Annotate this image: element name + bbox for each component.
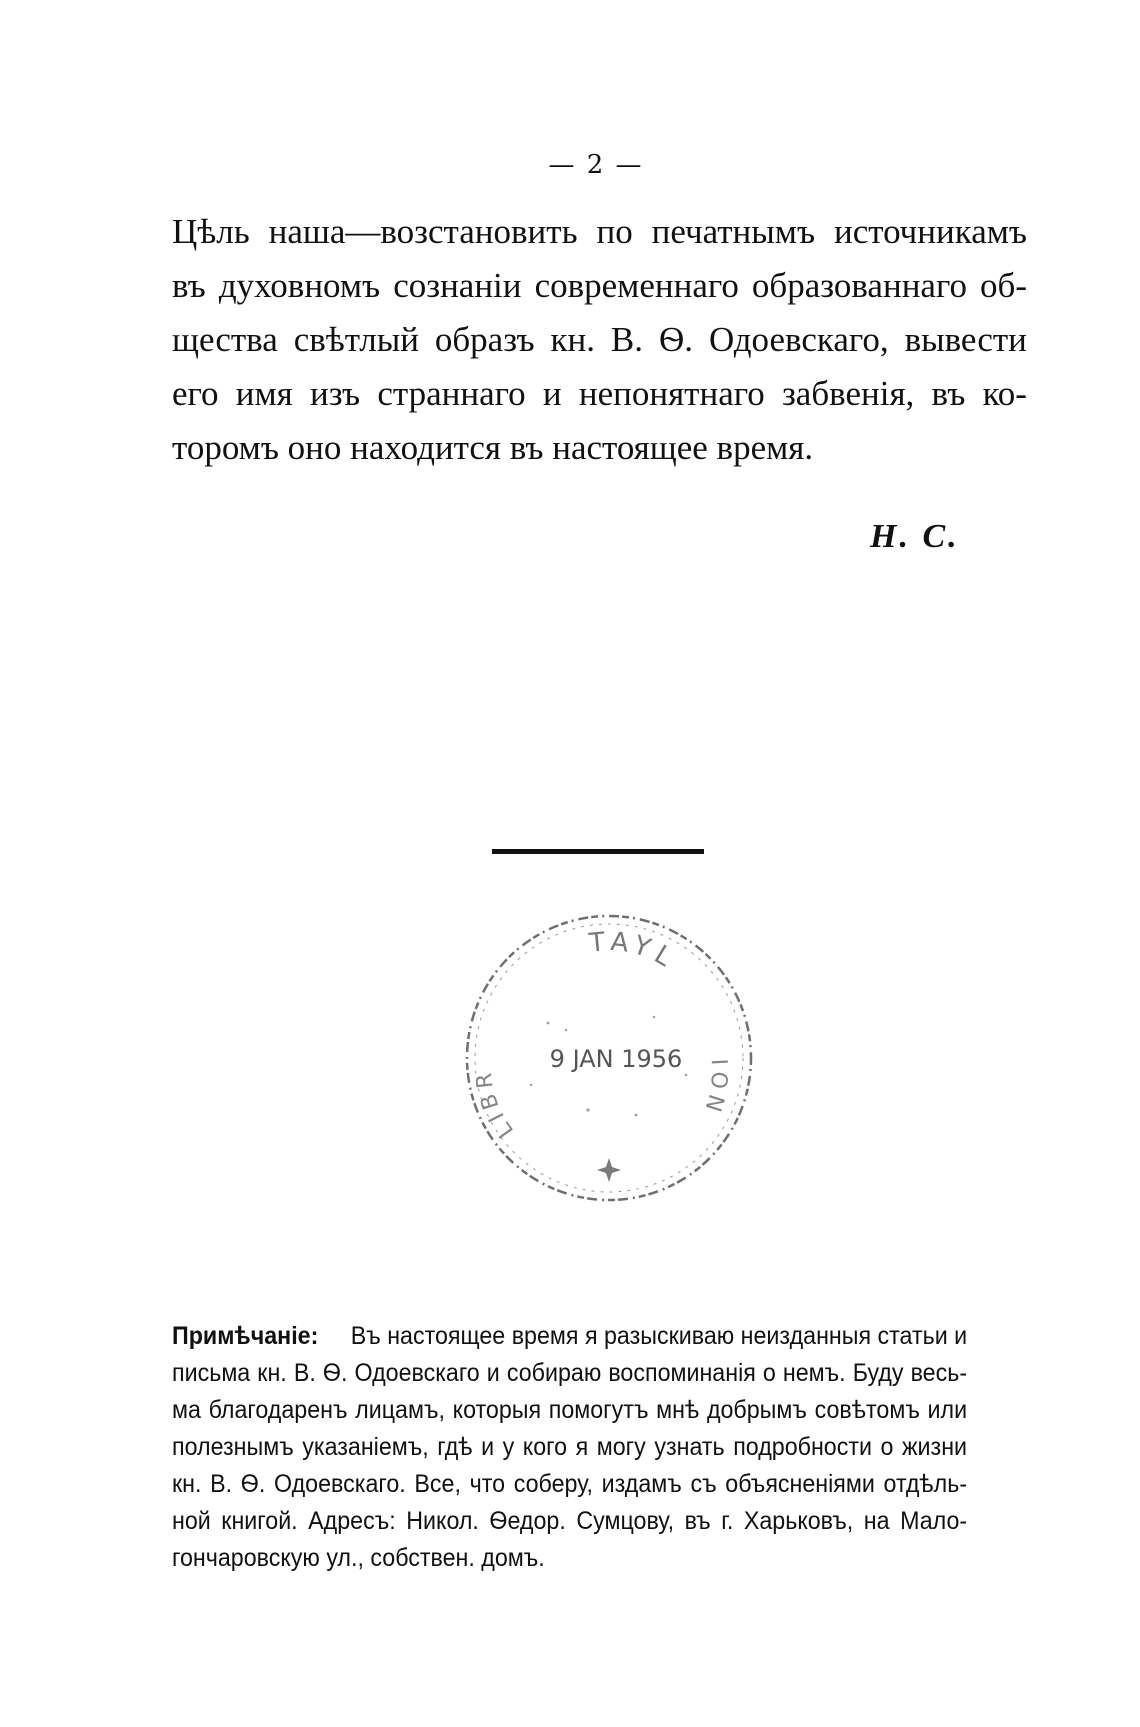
word: его [172,374,219,413]
word: полезнымъ [172,1433,294,1461]
word: мнѣ [656,1396,700,1424]
word: вывести [904,320,1027,359]
footnote-line [172,1466,967,1503]
word: духовномъ [218,266,381,305]
footnote-line [172,1318,967,1355]
word: Буду [852,1359,904,1387]
main-line [172,313,1027,367]
word: кн. [550,320,595,359]
word: жизни [902,1433,968,1461]
word: издамъ [601,1470,682,1498]
word: весь- [910,1359,968,1387]
word: Ѳ. [322,1359,348,1387]
word: Ѳ. [240,1470,266,1498]
signature: Н. С. [870,518,960,555]
word: источникамъ [833,212,1027,251]
word: письма [172,1359,251,1387]
word: Никол. [406,1507,479,1535]
word: и [486,1359,500,1387]
word: съ [690,1470,717,1498]
word: печатнымъ [651,212,816,251]
word: об- [980,266,1027,305]
word: Одоевскаго. [274,1470,406,1498]
word: сознаніи [393,266,522,305]
word: что [469,1470,506,1498]
word: я [575,1433,589,1461]
section-divider [492,849,704,854]
word: благодаренъ [208,1396,348,1424]
footnote-label: Примѣчаніе: [172,1322,319,1350]
word: кн. [172,1470,202,1498]
word: подробности [733,1433,872,1461]
word: которыя [452,1396,542,1424]
word: кого [522,1433,568,1461]
word: г. [721,1507,734,1535]
library-stamp [456,905,762,1211]
word: помогутъ [548,1396,649,1424]
word: В. [610,320,644,359]
word: Все, [414,1470,461,1498]
word: по [596,212,633,251]
word: могу [596,1433,646,1461]
word: забвенія, [781,374,915,413]
footnote [172,1318,967,1577]
word: свѣтлый [293,320,419,359]
footnote-line [172,1503,967,1540]
word: лицамъ, [355,1396,445,1424]
word: совѣтомъ [814,1396,920,1424]
main-line [172,367,1027,421]
word: непонятнаго [578,374,765,413]
stamp-right-text: ION [698,1058,732,1120]
stamp-date: 9 JAN 1956 [549,1045,683,1073]
word: или [927,1396,968,1424]
word: узнать [654,1433,725,1461]
word: страннаго [377,374,526,413]
word: Харьковъ, [743,1507,854,1535]
footnote-line: гончаровскую ул., собствен. домъ. [172,1544,545,1572]
word: объясненіями [725,1470,875,1498]
word: на [863,1507,890,1535]
word: образованнаго [751,266,967,305]
footnote-line [172,1355,967,1392]
word: о [880,1433,894,1461]
word: гдѣ [437,1433,473,1461]
footnote-line [172,1392,967,1429]
word: ма [172,1396,201,1424]
word: книгой. [221,1507,298,1535]
star-icon [597,1158,621,1182]
word: имя [235,374,293,413]
footnote-line [172,1429,967,1466]
word: въ [684,1507,711,1535]
word: В. [210,1470,233,1498]
word: и [542,374,562,413]
stamp-top-text: TAYL [587,926,682,976]
word: ной [172,1507,211,1535]
word: въ [931,374,966,413]
main-line: торомъ оно находится въ настоящее время. [172,428,814,467]
page-number: — 2 — [548,150,644,180]
word: щества [172,320,278,359]
word: Одоевскаго [354,1359,480,1387]
word: ко- [982,374,1027,413]
word: о [762,1359,776,1387]
word: наша—возстановить [268,212,578,251]
word: современнаго [534,266,739,305]
word: собираю [506,1359,602,1387]
word: и [481,1433,495,1461]
word: Сумцову, [576,1507,675,1535]
word: соберу, [513,1470,593,1498]
word: Цѣль [172,212,250,251]
word: въ [172,266,206,305]
word: Одоевскаго, [708,320,889,359]
word: В. [293,1359,316,1387]
word: Адресъ: [308,1507,396,1535]
word: образъ [434,320,535,359]
word: добрымъ [706,1396,807,1424]
word: указаніемъ, [302,1433,429,1461]
main-paragraph [172,205,1027,475]
word: Ѳедор. [489,1507,566,1535]
stamp-left-text: LIBR [471,1066,520,1143]
word: Мало- [900,1507,968,1535]
main-line [172,205,1027,259]
word: немъ. [782,1359,846,1387]
main-line [172,259,1027,313]
word: у [502,1433,515,1461]
word: воспоминанія [608,1359,756,1387]
word: изъ [310,374,361,413]
word: отдѣль- [883,1470,968,1498]
footnote-first-line-text: Въ настоящее время я разыскиваю неизданныя статьи и [350,1322,968,1350]
word: кн. [257,1359,287,1387]
word: Ѳ. [658,320,693,359]
